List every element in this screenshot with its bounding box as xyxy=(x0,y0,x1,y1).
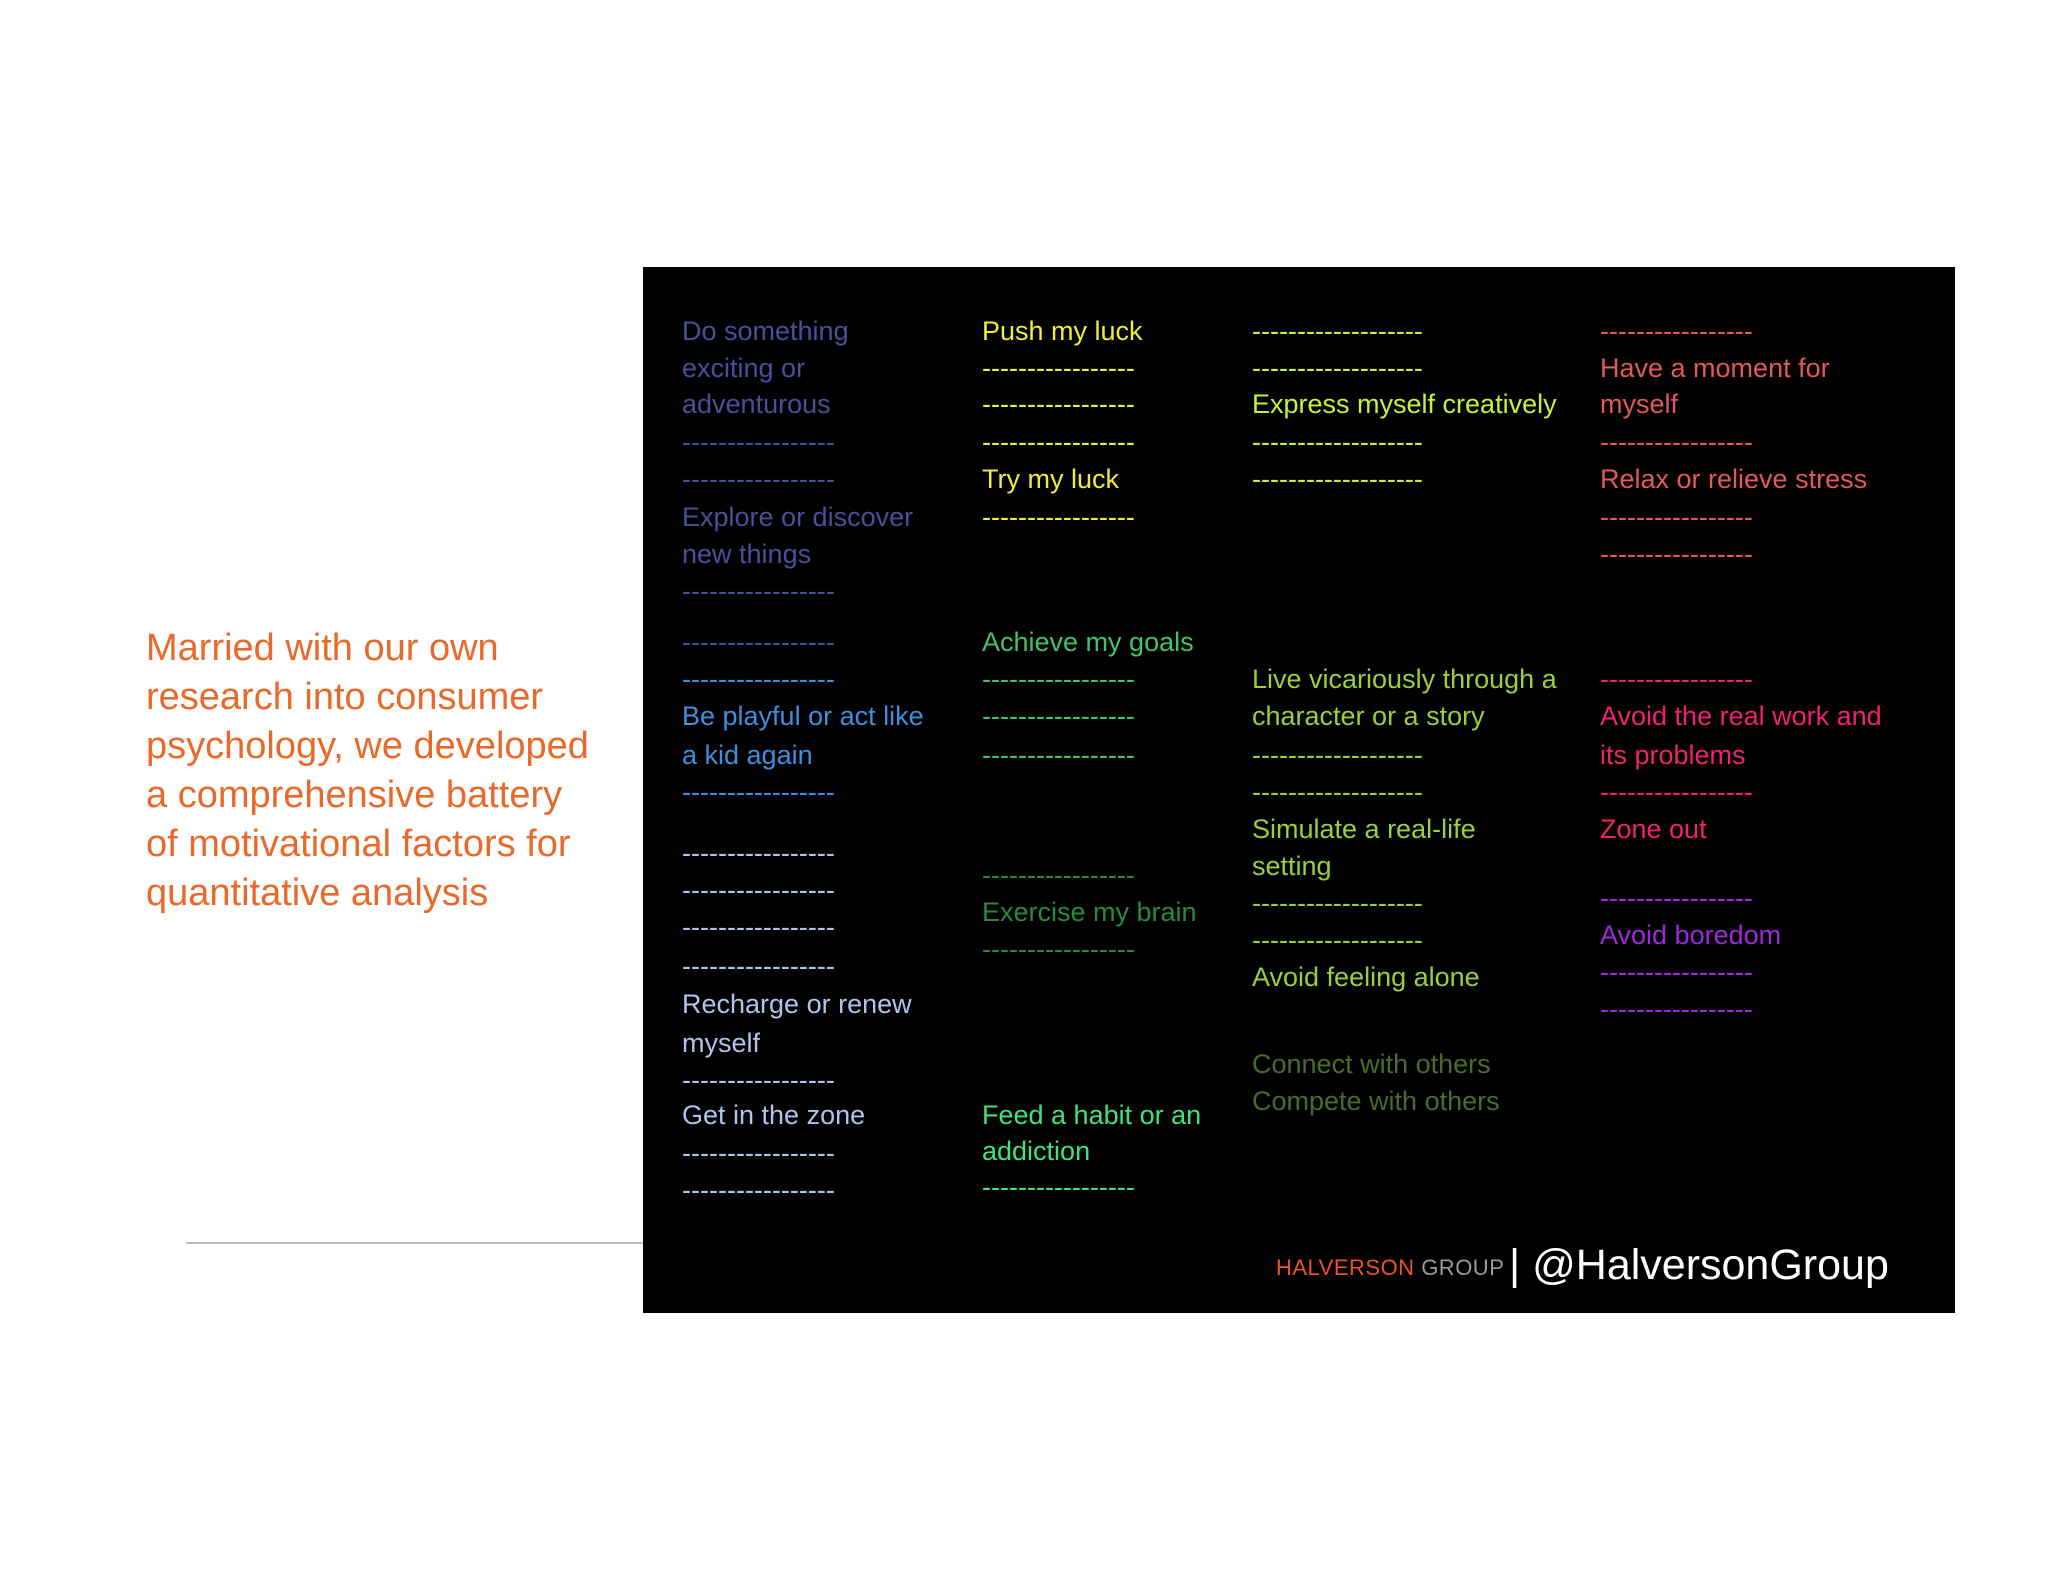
dash-separator: ----------------- xyxy=(1600,957,1753,987)
dash-separator: ----------------- xyxy=(982,701,1135,731)
dash-separator: ----------------- xyxy=(982,860,1135,890)
dash-separator: ----------------- xyxy=(982,427,1135,457)
motivations-panel xyxy=(643,267,1955,1313)
motive-label: its problems xyxy=(1600,740,1746,770)
dash-separator: ----------------- xyxy=(682,576,835,606)
dash-separator: ----------------- xyxy=(1600,316,1753,346)
intro-line: quantitative analysis xyxy=(146,872,489,914)
motive-label: myself xyxy=(1600,389,1679,419)
brand-logo xyxy=(1276,1253,1504,1283)
dash-separator: ------------------- xyxy=(1252,740,1423,770)
dash-separator: ----------------- xyxy=(682,951,835,981)
brand-name-first: HALVERSON xyxy=(1276,1255,1415,1280)
motive-label: Get in the zone xyxy=(682,1100,866,1130)
twitter-handle: | @HalversonGroup xyxy=(1509,1241,1889,1289)
motive-label: Simulate a real-life xyxy=(1252,814,1476,844)
motive-label: a kid again xyxy=(682,740,813,770)
dash-separator: ----------------- xyxy=(682,875,835,905)
motive-label: Avoid boredom xyxy=(1600,920,1782,950)
dash-separator: ------------------- xyxy=(1252,925,1423,955)
dash-separator: ----------------- xyxy=(982,740,1135,770)
intro-line: psychology, we developed xyxy=(146,725,589,767)
dash-separator: ----------------- xyxy=(982,389,1135,419)
motive-label: Achieve my goals xyxy=(982,627,1194,657)
motive-label: setting xyxy=(1252,851,1332,881)
dash-separator: ----------------- xyxy=(682,1138,835,1168)
motive-label: Recharge or renew xyxy=(682,989,912,1019)
dash-separator: ------------------- xyxy=(1252,464,1423,494)
intro-line: of motivational factors for xyxy=(146,823,571,865)
brand-name-second: GROUP xyxy=(1414,1255,1505,1280)
dash-separator: ----------------- xyxy=(682,777,835,807)
dash-separator: ----------------- xyxy=(982,934,1135,964)
dash-separator: ----------------- xyxy=(1600,664,1753,694)
intro-paragraph xyxy=(146,624,616,918)
motive-label: Have a moment for xyxy=(1600,353,1830,383)
motive-label: Compete with others xyxy=(1252,1086,1500,1116)
dash-separator: ----------------- xyxy=(982,502,1135,532)
motive-label: Zone out xyxy=(1600,814,1707,844)
motive-label: Connect with others xyxy=(1252,1049,1491,1079)
dash-separator: ------------------- xyxy=(1252,777,1423,807)
motive-label: Exercise my brain xyxy=(982,897,1197,927)
dash-separator: ----------------- xyxy=(1600,502,1753,532)
motive-label: new things xyxy=(682,539,812,569)
motive-label: Relax or relieve stress xyxy=(1600,464,1868,494)
dash-separator: ----------------- xyxy=(1600,539,1753,569)
dash-separator: ----------------- xyxy=(682,1065,835,1095)
dash-separator: ------------------- xyxy=(1252,353,1423,383)
dash-separator: ----------------- xyxy=(1600,994,1753,1024)
dash-separator: ------------------- xyxy=(1252,888,1423,918)
dash-separator: ----------------- xyxy=(682,838,835,868)
dash-separator: ----------------- xyxy=(682,427,835,457)
motive-label: exciting or xyxy=(682,353,806,383)
dash-separator: ----------------- xyxy=(682,664,835,694)
intro-line: Married with our own xyxy=(146,627,499,669)
motive-label: addiction xyxy=(982,1136,1091,1166)
dash-separator: ----------------- xyxy=(982,664,1135,694)
motive-label: Be playful or act like xyxy=(682,701,924,731)
intro-line: research into consumer xyxy=(146,676,544,718)
dash-separator: ------------------- xyxy=(1252,316,1423,346)
dash-separator: ----------------- xyxy=(682,464,835,494)
motive-label: Avoid feeling alone xyxy=(1252,962,1480,992)
dash-separator: ----------------- xyxy=(682,912,835,942)
dash-separator: ----------------- xyxy=(682,627,835,657)
motive-label: Try my luck xyxy=(982,464,1119,494)
motive-label: myself xyxy=(682,1028,761,1058)
dash-separator: ----------------- xyxy=(1600,883,1753,913)
dash-separator: ----------------- xyxy=(982,1172,1135,1202)
motive-label: Feed a habit or an xyxy=(982,1100,1202,1130)
dash-separator: ------------------- xyxy=(1252,427,1423,457)
motive-label: Do something xyxy=(682,316,849,346)
motive-label: Explore or discover xyxy=(682,502,914,532)
motive-label: Push my luck xyxy=(982,316,1143,346)
motive-label: Live vicariously through a xyxy=(1252,664,1557,694)
dash-separator: ----------------- xyxy=(682,1175,835,1205)
dash-separator: ----------------- xyxy=(982,353,1135,383)
divider-line xyxy=(186,1242,644,1244)
motive-label: adventurous xyxy=(682,389,831,419)
motive-label: Avoid the real work and xyxy=(1600,701,1882,731)
motive-label: character or a story xyxy=(1252,701,1485,731)
intro-line: a comprehensive battery xyxy=(146,774,563,816)
dash-separator: ----------------- xyxy=(1600,427,1753,457)
dash-separator: ----------------- xyxy=(1600,777,1753,807)
motive-label: Express myself creatively xyxy=(1252,389,1557,419)
